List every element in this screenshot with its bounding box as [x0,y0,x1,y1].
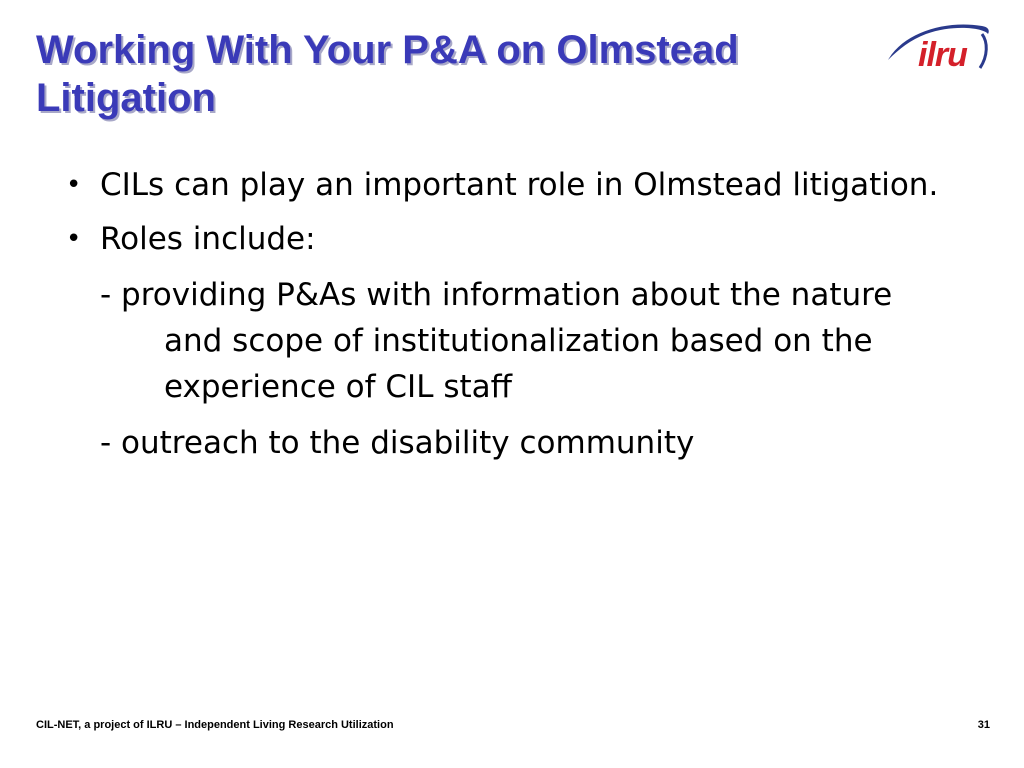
bullet-item [60,218,960,260]
slide-title-line-2: Litigation [36,76,216,120]
footer-credit: CIL-NET, a project of ILRU – Independent Living Research Utilization [36,719,394,731]
bullet-text: Roles include: [100,221,316,257]
bullet-dot-icon: • [66,224,82,254]
page-number: 31 [977,719,990,731]
logo-text: ilru [918,36,967,74]
bullet-dot-icon: • [66,170,82,200]
sub-item: - outreach to the disability community [100,425,695,461]
sub-item: - providing P&As with information about the nature and scope of institutionalization based on the experience of CIL staff [100,277,893,405]
slide-title-line-1: Working With Your P&A on Olmstead [36,28,739,72]
slide-body [60,164,960,476]
bullet-text: CILs can play an important role in Olmstead litigation. [100,167,939,203]
bullet-item [60,164,960,206]
slide-title [36,26,866,122]
ilru-logo [884,16,994,72]
